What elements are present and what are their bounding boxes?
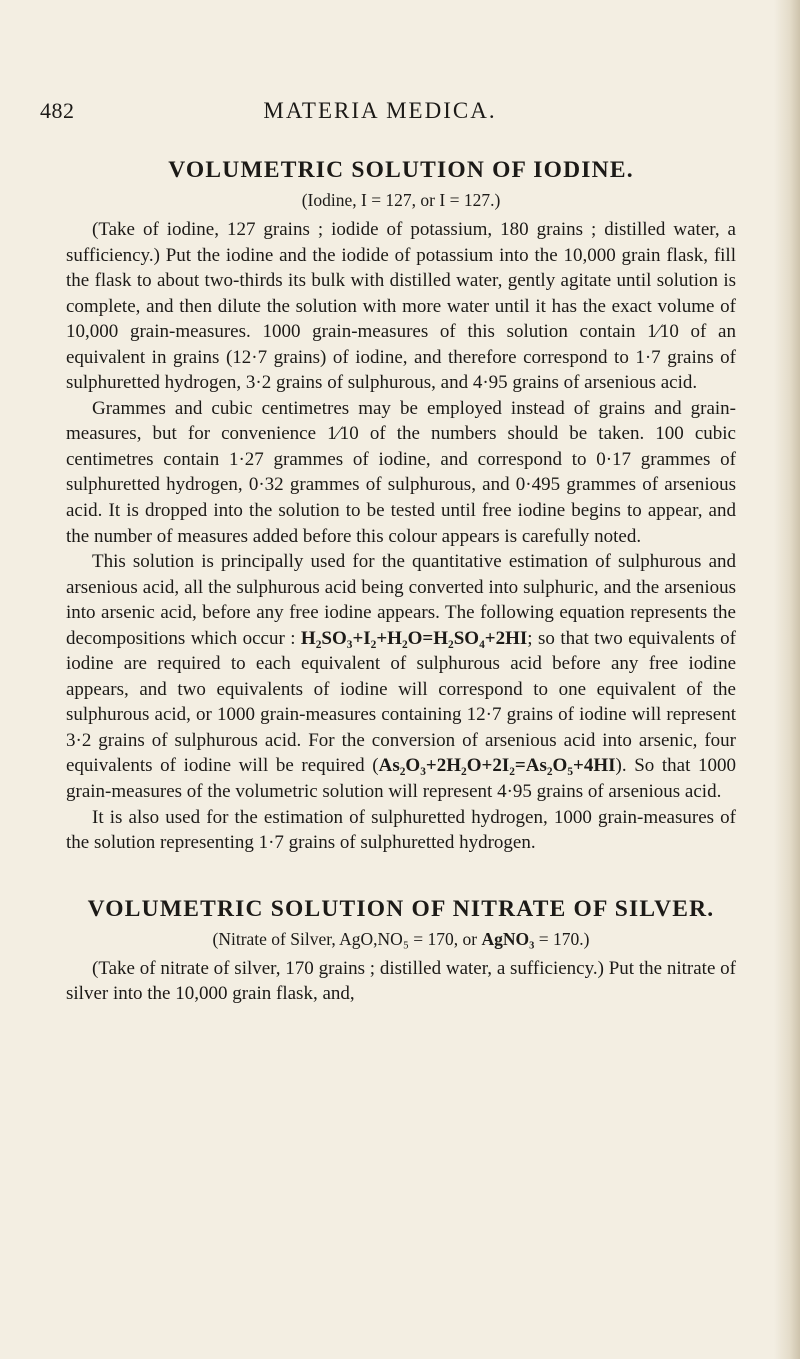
silver-nitrate-solution-section xyxy=(66,894,736,1007)
section-subhead: (Iodine, I = 127, or I = 127.) xyxy=(301,190,501,210)
chemical-equation: H₂SO₃+I₂+H₂O=H₂SO₄+2HI xyxy=(300,627,528,649)
section-heading: VOLUMETRIC SOLUTION OF IODINE. xyxy=(168,157,634,183)
paragraph-text: ). So that 1000 grain-measures of the volumetric solution will represent 4·95 grains of arsenious acid. xyxy=(66,755,736,803)
paragraph: Grammes and cubic centimetres may be employed instead of grains and grain-measures, but for convenience 1⁄10 of the numbers should be taken. 100 cubic centimetres contain 1·27 grammes of iodine, and correspond to 0·17 grammes of sulphuretted hydrogen, 0·32 grammes of sulphurous, and 0·495 grammes of arsenious acid. It is dropped into the solution to be tested until free iodine begins to appear, and the number of measures added before this colour appears is carefully noted. xyxy=(66,397,736,547)
page-number: 482 xyxy=(40,98,75,123)
subhead-text: (Nitrate of Silver, AgO,NO₅ = 170, or xyxy=(212,928,482,949)
page-edge-shadow xyxy=(774,0,800,1359)
section-heading: VOLUMETRIC SOLUTION OF NITRATE OF SILVER. xyxy=(87,895,715,922)
iodine-solution-section xyxy=(66,155,736,856)
paragraph: (Take of nitrate of silver, 170 grains ; distilled water, a sufficiency.) Put the nitrate of silver into the 10,000 grain flask, and, xyxy=(66,957,736,1005)
page-body xyxy=(66,155,736,1007)
paragraph: It is also used for the estimation of sulphuretted hydrogen, 1000 grain-measures of the solution representing 1·7 grains of sulphuretted hydrogen. xyxy=(66,806,736,854)
paragraph-text: ; so that two equivalents of iodine are required to each equivalent of sulphurous acid before any free iodine appears, and two equivalents of iodine will correspond to one equivalent of the sulphurous acid, or 1000 grain-measures containing 12·7 grains of iodine will represent 3·2 grains of sulphurous acid. For the conversion of arsenious acid into arsenic, four equivalents of iodine will be required ( xyxy=(66,627,736,777)
paragraph: (Take of iodine, 127 grains ; iodide of potassium, 180 grains ; distilled water, a sufficiency.) Put the iodine and the iodide of potassium into the 10,000 grain flask, fill the flask to about two-thirds its bulk with distilled water, gently agitate until solution is complete, and then dilute the solution with more water until it has the exact volume of 10,000 grain-measures. 1000 grain-measures of this solution contain 1⁄10 of an equivalent in grains (12·7 grains) of iodine, and therefore correspond to 1·7 grains of sulphuretted hydrogen, 3·2 grains of sulphurous, and 4·95 grains of arsenious acid. xyxy=(66,219,736,394)
running-title: MATERIA MEDICA. xyxy=(263,98,497,123)
section-subhead xyxy=(66,926,736,952)
paragraph-text: This solution is principally used for the quantitative estimation of sulphurous and arsenious acid, all the sulphurous acid being converted into sulphuric, and the arsenious into arsenic acid, before any free iodine appears. The following equation represents the decompositions which occur : xyxy=(66,551,736,649)
running-head xyxy=(40,98,720,128)
chemical-equation: As₂O₃+2H₂O+2I₂=As₂O₅+4HI xyxy=(378,755,616,777)
chemical-formula: AgNO₃ xyxy=(481,928,535,949)
subhead-text: = 170.) xyxy=(534,928,590,949)
paragraph xyxy=(66,549,736,804)
